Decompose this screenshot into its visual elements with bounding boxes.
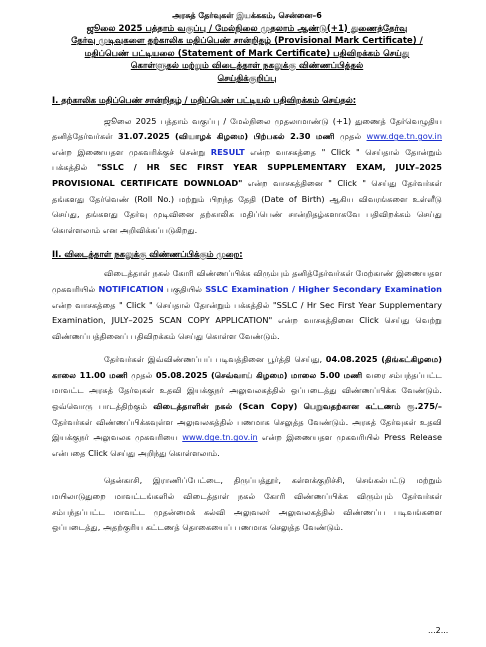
- section-2-paragraph-3: தென்காசி, இராணிப்பேட்டை, திருப்பத்தூர், கள்ளக்குறிச்சி, செங்கல்பட்டு மற்றும் மயிலாடுதுறை மாவட்டங்களில் விடைத்தாள் நகல் கோரி விண்ணப்பிக்க விரும்பும் தேர்வர்கள் சம்பந்தப்பட்ட மாவட்ட முதன்மைக் கல்வி அலுவலர் அலுவலகத்தில் விண்ணப்ப படிவங்களை ஒப்படைத்து, அதற்குரிய கட்டணத் தொகையைப் பணமாக செலுத்த வேண்டும்.: [52, 475, 442, 533]
- certificate-download-link-text: "SSLC / HR SEC FIRST YEAR SUPPLEMENTARY EXAM, JULY–2025 PROVISIONAL CERTIFICATE DOWNLOAD": [52, 162, 442, 188]
- website-link[interactable]: www.dge.tn.gov.in: [366, 131, 443, 142]
- end-day: (செவ்வாய் கிழமை): [210, 369, 288, 380]
- notification-keyword: NOTIFICATION: [98, 283, 164, 294]
- section-2-heading: II. விடைத்தாள் நகலுக்கு விண்ணப்பிக்கும் முறை:: [52, 249, 243, 260]
- result-day: (வியாழக் கிழமை): [175, 131, 249, 142]
- section-1-paragraph: ஜூலை 2025 பத்தாம் வகுப்பு / மேல்நிலை முதலாமாண்டு (+1) துணைத் தேர்வெழுதிய தனித்தேர்வர்கள் 31.07.2025 (வியாழக் கிழமை) பிற்பகல் 2.30 மணி முதல் www.dge.tn.gov.in என்ற இணையதள முகவரிக்குச் சென்று RESULT என்ற வாசகத்தை " Click " செய்தால் தோன்றும் பக்கத்தில் "SSLC / HR SEC FIRST YEAR SUPPLEMENTARY EXAM, JULY–2025 PROVISIONAL CERTIFICATE DOWNLOAD" என்ற வாசகத்தினை " Click " செய்து தேர்வர்கள் தங்களது தேர்வெண் (Roll No.) மற்றும் பிறந்த தேதி (Date of Birth) ஆகிய விவரங்களை உள்ளீடு செய்து, தங்களது தேர்வு முடிவினை தற்காலிக மதிப்பெண் சான்றிதழ்களாகவே பதிவிறக்கம் செய்து கொள்ளலாம் என அறிவிக்கப்படுகிறது.: [52, 115, 443, 235]
- section-1-heading: I. தற்காலிக மதிப்பெண் சான்றிதழ் / மதிப்பெண் பட்டியல் பதிவிறக்கம் செய்தல்:: [52, 94, 357, 105]
- website-link-2[interactable]: www.dge.tn.gov.in: [182, 432, 258, 443]
- scan-copy-fee: விடைத்தாளின் நகல் (Scan Copy) பெறுவதற்கான கட்டணம் ரூ.275/–: [153, 401, 442, 412]
- section-2-paragraph-2: தேர்வர்கள் இவ்விண்ணப்பப் படிவத்தினை பூர்த்தி செய்து, 04.08.2025 (திங்கட்கிழமை) காலை 11.00 மணி முதல் 05.08.2025 (செவ்வாய் கிழமை) மாலை 5.00 மணி வரை சம்பந்தப்பட்ட மாவட்ட அரசுத் தேர்வுகள் உதவி இயக்குநர் அலுவலகத்தில் ஒப்படைத்து விண்ணப்பிக்க வேண்டும். ஒவ்வொரு பாடத்திற்கும் விடைத்தாளின் நகல் (Scan Copy) பெறுவதற்கான கட்டணம் ரூ.275/–தேர்வர்கள் விண்ணப்பிக்கவுள்ள அலுவலகத்தில் பணமாக செலுத்த வேண்டும். அரசுத் தேர்வுகள் உதவி இயக்குநர் அலுவலக முகவரியை www.dge.tn.gov.in என்ற இணையதள முகவரியில் Press Release என்பதை Click செய்து அறிந்து கொள்ளலாம்.: [52, 354, 442, 458]
- document-header: [52, 10, 442, 86]
- subject-line-2: மதிப்பெண் பட்டியலை (Statement of Mark Certificate) பதிவிறக்கம் செய்து: [84, 48, 410, 59]
- start-day: (திங்கட்கிழமை): [381, 354, 442, 365]
- result-time: பிற்பகல் 2.30 மணி: [253, 131, 335, 142]
- result-keyword: RESULT: [210, 146, 245, 157]
- section-2-paragraph-1: விடைத்தாள் நகல் கோரி விண்ணப்பிக்க விரும்பும் தனித்தேர்வர்கள் மேற்காண் இணையதள முகவரியில் NOTIFICATION பகுதியில் SSLC Examination / Higher Secondary Examination என்ற வாசகத்தை " Click " செய்தால் தோன்றும் பக்கத்தில் "SSLC / Hr Sec First Year Supplementary Examination, JULY–2025 SCAN COPY APPLICATION" என்ற வாசகத்தினை Click செய்து வெற்று விண்ணப்பத்தினைப் பதிவிறக்கம் செய்து கொள்ள வேண்டும்.: [52, 268, 442, 341]
- subject-line-1: தேர்வு முடிவுகளை தற்காலிக மதிப்பெண் சான்றிதழ் (Provisional Mark Certificate) /: [71, 36, 423, 47]
- page-number: ...2...: [428, 626, 449, 635]
- office-name: அரசுத் தேர்வுகள் இயக்ககம், சென்னை–6: [172, 11, 322, 20]
- start-date: 04.08.2025: [325, 354, 378, 365]
- subject-line-3: கொள்ளுதல் மற்றும் விடைத்தாள் நகலுக்கு விண்ணப்பித்தல்: [130, 61, 364, 72]
- start-time: காலை 11.00 மணி: [52, 369, 128, 380]
- end-date: 05.08.2025: [155, 369, 208, 380]
- result-date: 31.07.2025: [117, 131, 170, 142]
- exam-title: ஜூலை 2025 பத்தாம் வகுப்பு / மேல்நிலை முதலாம் ஆண்டு(+1) துணைத்தேர்வு: [86, 23, 408, 34]
- end-time: மாலை 5.00 மணி: [290, 369, 363, 380]
- exam-link-text: SSLC Examination / Higher Secondary Examination: [205, 283, 442, 294]
- press-release-label: செய்திக்குறிப்பு: [217, 73, 277, 84]
